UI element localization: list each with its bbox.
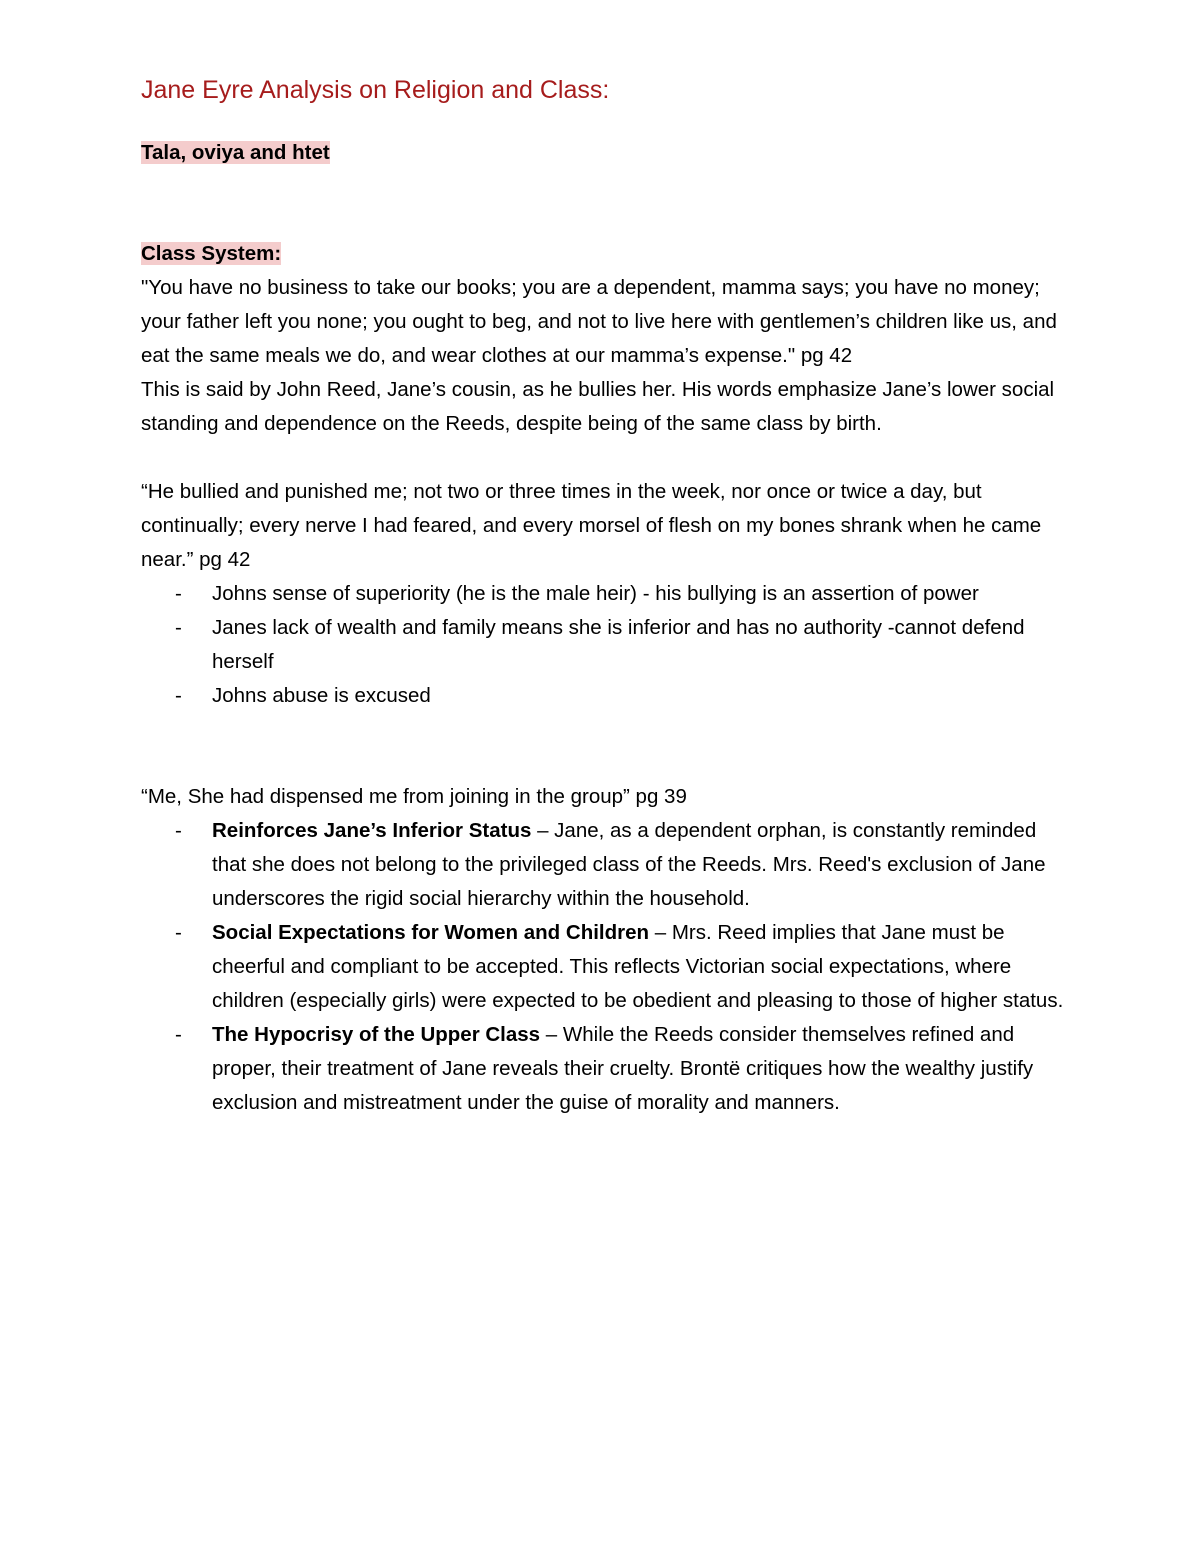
list-item	[141, 1018, 1071, 1120]
list-item	[141, 814, 1071, 916]
dash-marker: -	[175, 582, 182, 605]
list-item	[141, 611, 1071, 679]
list-item-bold-lead: The Hypocrisy of the Upper Class	[212, 1023, 541, 1046]
list-item	[141, 916, 1071, 1018]
list-item-text: Johns sense of superiority (he is the male heir) - his bullying is an assertion of power	[212, 582, 979, 605]
dash-marker: -	[175, 819, 182, 842]
list-item-text: – Jane, as a dependent orphan, is constantly reminded that she does not belong to the privileged class of the Reeds. Mrs. Reed's exclusion of Jane underscores the rigid social hierarchy within the household.	[212, 819, 1046, 910]
dash-marker: -	[175, 921, 182, 944]
list-item-text: Janes lack of wealth and family means she is inferior and has no authority -cannot defend herself	[212, 616, 1025, 673]
section-heading-line	[141, 237, 1071, 271]
authors-line	[141, 136, 1071, 170]
list-item-bold-lead: Reinforces Jane’s Inferior Status	[212, 819, 532, 842]
quote-1: "You have no business to take our books; you are a dependent, mamma says; you have no money; your father left you none; you ought to beg, and not to live here with gentlemen’s children like us, and eat the same meals we do, and wear clothes at our mamma’s expense." pg 42	[141, 276, 1057, 367]
list-item-text: – Mrs. Reed implies that Jane must be cheerful and compliant to be accepted. This reflects Victorian social expectations, where children (especially girls) were expected to be obedient and pleasing to those of higher status.	[212, 921, 1064, 1012]
list-item-bold-lead: Social Expectations for Women and Children	[212, 921, 650, 944]
document-page	[141, 68, 1071, 1120]
authors: Tala, oviya and htet	[141, 141, 330, 164]
list-item-text: – While the Reeds consider themselves refined and proper, their treatment of Jane reveals their cruelty. Brontë critiques how the wealthy justify exclusion and mistreatment under the guise of morality and manners.	[212, 1023, 1034, 1114]
quote-2: “He bullied and punished me; not two or three times in the week, nor once or twice a day, but continually; every nerve I had feared, and every morsel of flesh on my bones shrank when he came near.” pg 42	[141, 480, 1042, 571]
list-item	[141, 679, 1071, 713]
bullet-list-2	[141, 577, 1071, 713]
list-item	[141, 577, 1071, 611]
analysis-1: This is said by John Reed, Jane’s cousin, as he bullies her. His words emphasize Jane’s lower social standing and dependence on the Reeds, despite being of the same class by birth.	[141, 378, 1055, 435]
dash-marker: -	[175, 616, 182, 639]
spacer	[141, 713, 1071, 780]
document-title: Jane Eyre Analysis on Religion and Class:	[141, 76, 610, 104]
dash-marker: -	[175, 1023, 182, 1046]
section-heading: Class System:	[141, 242, 282, 265]
quote-3: “Me, She had dispensed me from joining in the group” pg 39	[141, 785, 687, 808]
bullet-list-3	[141, 814, 1071, 1120]
spacer	[141, 441, 1071, 475]
list-item-text: Johns abuse is excused	[212, 684, 431, 707]
dash-marker: -	[175, 684, 182, 707]
